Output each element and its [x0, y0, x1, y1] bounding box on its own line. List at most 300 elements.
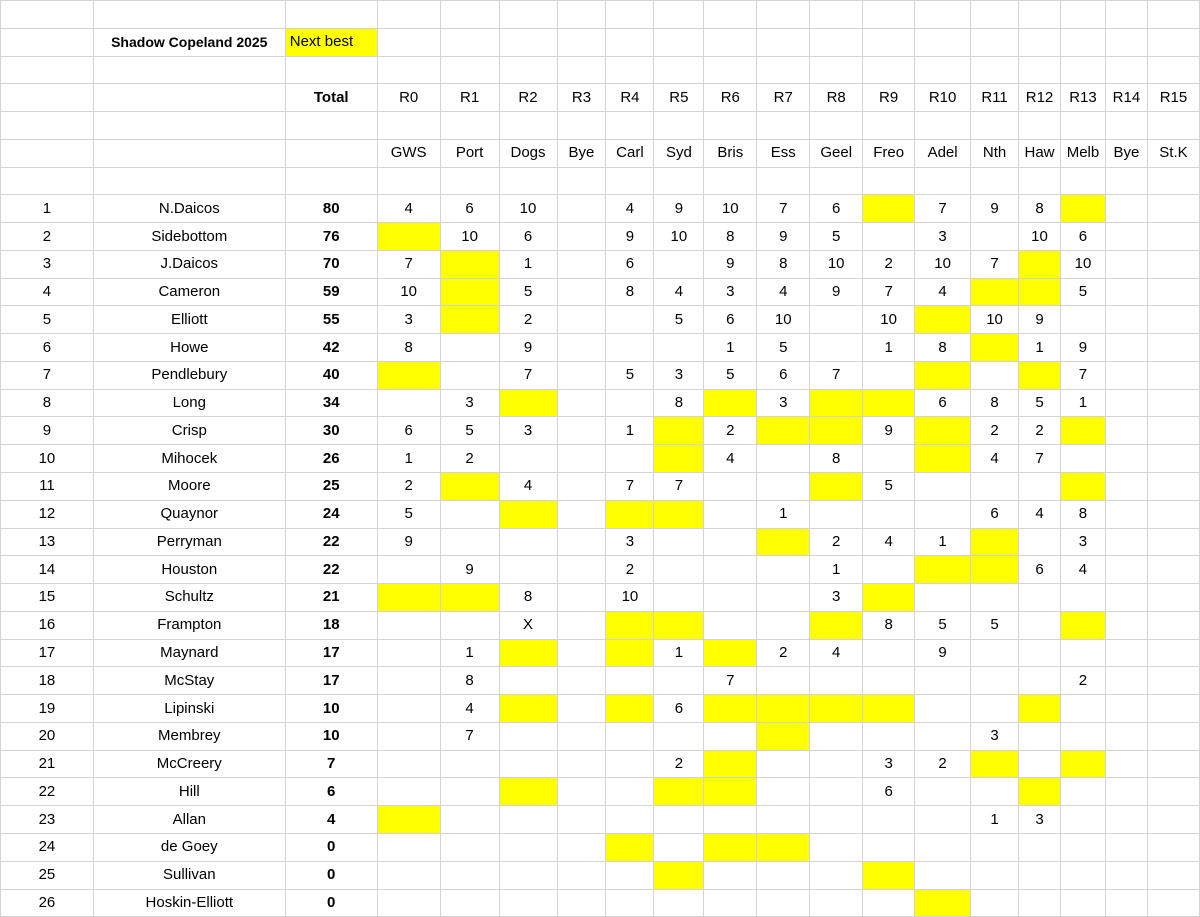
- total-cell[interactable]: 40: [285, 361, 377, 389]
- vote-cell[interactable]: [1147, 806, 1199, 834]
- vote-cell-next-best[interactable]: [1019, 250, 1061, 278]
- vote-cell[interactable]: [1147, 389, 1199, 417]
- vote-cell[interactable]: 1: [915, 528, 971, 556]
- rank-cell[interactable]: 24: [1, 833, 94, 861]
- vote-cell[interactable]: [863, 361, 915, 389]
- rank-cell[interactable]: 10: [1, 445, 94, 473]
- vote-cell[interactable]: 7: [606, 473, 654, 501]
- vote-cell[interactable]: [606, 750, 654, 778]
- vote-cell[interactable]: [971, 833, 1019, 861]
- empty-cell[interactable]: [915, 28, 971, 56]
- vote-cell[interactable]: 7: [1019, 445, 1061, 473]
- vote-cell[interactable]: [1060, 861, 1105, 889]
- vote-cell-next-best[interactable]: [915, 445, 971, 473]
- vote-cell-next-best[interactable]: [1060, 417, 1105, 445]
- vote-cell[interactable]: [606, 667, 654, 695]
- rank-cell[interactable]: 15: [1, 584, 94, 612]
- vote-cell[interactable]: 10: [757, 306, 810, 334]
- vote-cell[interactable]: [606, 889, 654, 917]
- empty-cell[interactable]: [704, 112, 757, 140]
- vote-cell-next-best[interactable]: [757, 417, 810, 445]
- vote-cell-next-best[interactable]: [1060, 195, 1105, 223]
- vote-cell[interactable]: 10: [377, 278, 440, 306]
- empty-cell[interactable]: [1, 112, 94, 140]
- vote-cell[interactable]: [557, 195, 606, 223]
- player-name[interactable]: Quaynor: [93, 500, 285, 528]
- vote-cell-next-best[interactable]: [863, 195, 915, 223]
- vote-cell-next-best[interactable]: [1019, 695, 1061, 723]
- opponent-cell[interactable]: Freo: [863, 139, 915, 167]
- vote-cell[interactable]: [1019, 639, 1061, 667]
- vote-cell-next-best[interactable]: [377, 806, 440, 834]
- vote-cell[interactable]: [557, 722, 606, 750]
- opponent-cell[interactable]: Geel: [810, 139, 863, 167]
- vote-cell-next-best[interactable]: [377, 223, 440, 251]
- vote-cell[interactable]: 1: [810, 556, 863, 584]
- vote-cell[interactable]: 7: [863, 278, 915, 306]
- rank-cell[interactable]: 22: [1, 778, 94, 806]
- opponent-cell[interactable]: Syd: [654, 139, 704, 167]
- vote-cell[interactable]: [915, 722, 971, 750]
- vote-cell[interactable]: 5: [499, 278, 557, 306]
- vote-cell[interactable]: [1105, 611, 1147, 639]
- vote-cell[interactable]: [377, 750, 440, 778]
- vote-cell[interactable]: [810, 667, 863, 695]
- vote-cell[interactable]: 2: [499, 306, 557, 334]
- vote-cell[interactable]: [606, 306, 654, 334]
- player-name[interactable]: Mihocek: [93, 445, 285, 473]
- empty-cell[interactable]: [810, 1, 863, 29]
- total-header[interactable]: Total: [285, 84, 377, 112]
- opponent-cell[interactable]: Melb: [1060, 139, 1105, 167]
- empty-cell[interactable]: [1060, 28, 1105, 56]
- vote-cell[interactable]: [1147, 750, 1199, 778]
- vote-cell[interactable]: [557, 806, 606, 834]
- vote-cell[interactable]: [1105, 861, 1147, 889]
- player-name[interactable]: Crisp: [93, 417, 285, 445]
- empty-cell[interactable]: [285, 1, 377, 29]
- vote-cell[interactable]: [1105, 195, 1147, 223]
- vote-cell-next-best[interactable]: [810, 695, 863, 723]
- vote-cell[interactable]: [557, 639, 606, 667]
- rank-cell[interactable]: 1: [1, 195, 94, 223]
- vote-cell[interactable]: 2: [971, 417, 1019, 445]
- vote-cell[interactable]: [499, 667, 557, 695]
- vote-cell[interactable]: 9: [377, 528, 440, 556]
- vote-cell[interactable]: 7: [499, 361, 557, 389]
- vote-cell[interactable]: 7: [915, 195, 971, 223]
- vote-cell[interactable]: 5: [440, 417, 499, 445]
- rank-cell[interactable]: 18: [1, 667, 94, 695]
- vote-cell[interactable]: 5: [971, 611, 1019, 639]
- empty-cell[interactable]: [915, 167, 971, 195]
- player-name[interactable]: Long: [93, 389, 285, 417]
- vote-cell[interactable]: [557, 861, 606, 889]
- vote-cell[interactable]: [1019, 833, 1061, 861]
- vote-cell[interactable]: [557, 223, 606, 251]
- vote-cell[interactable]: 5: [654, 306, 704, 334]
- total-cell[interactable]: 17: [285, 639, 377, 667]
- vote-cell[interactable]: [863, 500, 915, 528]
- vote-cell[interactable]: [757, 806, 810, 834]
- empty-cell[interactable]: [440, 1, 499, 29]
- vote-cell[interactable]: [1019, 528, 1061, 556]
- vote-cell[interactable]: 2: [915, 750, 971, 778]
- empty-cell[interactable]: [971, 1, 1019, 29]
- vote-cell[interactable]: 6: [1019, 556, 1061, 584]
- vote-cell[interactable]: [377, 639, 440, 667]
- round-header[interactable]: R7: [757, 84, 810, 112]
- vote-cell[interactable]: 4: [499, 473, 557, 501]
- vote-cell[interactable]: [863, 833, 915, 861]
- total-cell[interactable]: 24: [285, 500, 377, 528]
- vote-cell-next-best[interactable]: [863, 861, 915, 889]
- vote-cell-next-best[interactable]: [863, 584, 915, 612]
- vote-cell[interactable]: [757, 445, 810, 473]
- empty-cell[interactable]: [757, 56, 810, 84]
- vote-cell[interactable]: 9: [704, 250, 757, 278]
- vote-cell[interactable]: X: [499, 611, 557, 639]
- vote-cell[interactable]: [1147, 445, 1199, 473]
- vote-cell[interactable]: [557, 667, 606, 695]
- empty-cell[interactable]: [499, 112, 557, 140]
- empty-cell[interactable]: [93, 167, 285, 195]
- empty-cell[interactable]: [557, 112, 606, 140]
- vote-cell[interactable]: [1060, 833, 1105, 861]
- empty-cell[interactable]: [1105, 56, 1147, 84]
- empty-cell[interactable]: [757, 167, 810, 195]
- vote-cell[interactable]: 9: [757, 223, 810, 251]
- player-name[interactable]: N.Daicos: [93, 195, 285, 223]
- empty-cell[interactable]: [704, 28, 757, 56]
- vote-cell[interactable]: 5: [704, 361, 757, 389]
- total-cell[interactable]: 70: [285, 250, 377, 278]
- vote-cell[interactable]: [757, 750, 810, 778]
- empty-cell[interactable]: [863, 112, 915, 140]
- vote-cell[interactable]: 8: [1019, 195, 1061, 223]
- vote-cell[interactable]: [499, 556, 557, 584]
- empty-cell[interactable]: [704, 167, 757, 195]
- vote-cell[interactable]: [1147, 278, 1199, 306]
- vote-cell[interactable]: [1105, 556, 1147, 584]
- total-cell[interactable]: 55: [285, 306, 377, 334]
- vote-cell[interactable]: [1060, 778, 1105, 806]
- vote-cell[interactable]: [1060, 722, 1105, 750]
- player-name[interactable]: Moore: [93, 473, 285, 501]
- round-header[interactable]: R3: [557, 84, 606, 112]
- vote-cell[interactable]: [1105, 722, 1147, 750]
- vote-cell[interactable]: 1: [654, 639, 704, 667]
- vote-cell-next-best[interactable]: [757, 695, 810, 723]
- opponent-cell[interactable]: Haw: [1019, 139, 1061, 167]
- vote-cell-next-best[interactable]: [863, 389, 915, 417]
- vote-cell-next-best[interactable]: [810, 611, 863, 639]
- vote-cell[interactable]: [654, 250, 704, 278]
- vote-cell[interactable]: 2: [863, 250, 915, 278]
- vote-cell-next-best[interactable]: [1019, 278, 1061, 306]
- vote-cell[interactable]: [1147, 778, 1199, 806]
- vote-cell[interactable]: 4: [704, 445, 757, 473]
- empty-cell[interactable]: [440, 56, 499, 84]
- vote-cell[interactable]: [704, 861, 757, 889]
- vote-cell[interactable]: [377, 889, 440, 917]
- empty-cell[interactable]: [557, 56, 606, 84]
- rank-cell[interactable]: 3: [1, 250, 94, 278]
- vote-cell[interactable]: [863, 223, 915, 251]
- vote-cell[interactable]: [1105, 445, 1147, 473]
- rank-cell[interactable]: 5: [1, 306, 94, 334]
- vote-cell[interactable]: [810, 889, 863, 917]
- empty-cell[interactable]: [93, 84, 285, 112]
- vote-cell[interactable]: 7: [810, 361, 863, 389]
- vote-cell[interactable]: [1147, 639, 1199, 667]
- vote-cell[interactable]: [1105, 750, 1147, 778]
- vote-cell[interactable]: [1105, 306, 1147, 334]
- vote-cell[interactable]: [1060, 806, 1105, 834]
- vote-cell[interactable]: [1147, 528, 1199, 556]
- vote-cell[interactable]: 2: [757, 639, 810, 667]
- vote-cell[interactable]: [606, 806, 654, 834]
- vote-cell[interactable]: [971, 778, 1019, 806]
- vote-cell[interactable]: [499, 833, 557, 861]
- rank-cell[interactable]: 23: [1, 806, 94, 834]
- empty-cell[interactable]: [1147, 167, 1199, 195]
- vote-cell[interactable]: [440, 778, 499, 806]
- vote-cell[interactable]: 8: [915, 334, 971, 362]
- vote-cell[interactable]: 8: [757, 250, 810, 278]
- empty-cell[interactable]: [1060, 112, 1105, 140]
- vote-cell[interactable]: 1: [440, 639, 499, 667]
- vote-cell[interactable]: [915, 584, 971, 612]
- empty-cell[interactable]: [377, 28, 440, 56]
- vote-cell[interactable]: [1105, 473, 1147, 501]
- vote-cell[interactable]: 3: [1060, 528, 1105, 556]
- rank-cell[interactable]: 12: [1, 500, 94, 528]
- vote-cell[interactable]: 5: [810, 223, 863, 251]
- vote-cell-next-best[interactable]: [654, 445, 704, 473]
- opponent-cell[interactable]: GWS: [377, 139, 440, 167]
- vote-cell[interactable]: [971, 889, 1019, 917]
- empty-cell[interactable]: [971, 112, 1019, 140]
- vote-cell[interactable]: 1: [757, 500, 810, 528]
- sheet-title[interactable]: Shadow Copeland 2025: [93, 28, 285, 56]
- vote-cell[interactable]: [1019, 861, 1061, 889]
- empty-cell[interactable]: [863, 56, 915, 84]
- total-cell[interactable]: 10: [285, 722, 377, 750]
- empty-cell[interactable]: [1105, 28, 1147, 56]
- vote-cell-next-best[interactable]: [1060, 473, 1105, 501]
- vote-cell[interactable]: 6: [377, 417, 440, 445]
- empty-cell[interactable]: [285, 139, 377, 167]
- vote-cell-next-best[interactable]: [971, 334, 1019, 362]
- vote-cell[interactable]: [1147, 695, 1199, 723]
- vote-cell[interactable]: [915, 806, 971, 834]
- vote-cell[interactable]: 4: [757, 278, 810, 306]
- vote-cell[interactable]: [1060, 584, 1105, 612]
- vote-cell[interactable]: [915, 667, 971, 695]
- vote-cell-next-best[interactable]: [810, 473, 863, 501]
- round-header[interactable]: R11: [971, 84, 1019, 112]
- rank-cell[interactable]: 11: [1, 473, 94, 501]
- vote-cell[interactable]: [1060, 695, 1105, 723]
- vote-cell[interactable]: 9: [440, 556, 499, 584]
- vote-cell[interactable]: [654, 667, 704, 695]
- rank-cell[interactable]: 6: [1, 334, 94, 362]
- empty-cell[interactable]: [606, 112, 654, 140]
- vote-cell[interactable]: [557, 445, 606, 473]
- vote-cell[interactable]: [1019, 750, 1061, 778]
- vote-cell[interactable]: [757, 667, 810, 695]
- vote-cell[interactable]: [971, 473, 1019, 501]
- vote-cell[interactable]: [606, 861, 654, 889]
- vote-cell[interactable]: 8: [704, 223, 757, 251]
- vote-cell[interactable]: [1105, 833, 1147, 861]
- vote-cell[interactable]: 7: [377, 250, 440, 278]
- vote-cell[interactable]: [557, 389, 606, 417]
- vote-cell[interactable]: 9: [810, 278, 863, 306]
- empty-cell[interactable]: [1019, 56, 1061, 84]
- player-name[interactable]: Sidebottom: [93, 223, 285, 251]
- vote-cell[interactable]: [971, 695, 1019, 723]
- empty-cell[interactable]: [499, 56, 557, 84]
- vote-cell[interactable]: [654, 556, 704, 584]
- vote-cell-next-best[interactable]: [499, 695, 557, 723]
- vote-cell[interactable]: 3: [915, 223, 971, 251]
- vote-cell[interactable]: [557, 584, 606, 612]
- vote-cell-next-best[interactable]: [377, 584, 440, 612]
- vote-cell[interactable]: 3: [1019, 806, 1061, 834]
- vote-cell-next-best[interactable]: [971, 556, 1019, 584]
- player-name[interactable]: Schultz: [93, 584, 285, 612]
- vote-cell[interactable]: 5: [377, 500, 440, 528]
- vote-cell[interactable]: [1147, 195, 1199, 223]
- vote-cell[interactable]: 6: [440, 195, 499, 223]
- vote-cell[interactable]: [915, 861, 971, 889]
- vote-cell[interactable]: 1: [1060, 389, 1105, 417]
- opponent-cell[interactable]: Ess: [757, 139, 810, 167]
- vote-cell[interactable]: [557, 833, 606, 861]
- vote-cell[interactable]: [863, 806, 915, 834]
- total-cell[interactable]: 26: [285, 445, 377, 473]
- vote-cell[interactable]: [704, 722, 757, 750]
- round-header[interactable]: R12: [1019, 84, 1061, 112]
- player-name[interactable]: Frampton: [93, 611, 285, 639]
- vote-cell[interactable]: [1147, 889, 1199, 917]
- total-cell[interactable]: 76: [285, 223, 377, 251]
- vote-cell[interactable]: [557, 361, 606, 389]
- empty-cell[interactable]: [377, 167, 440, 195]
- vote-cell[interactable]: [1060, 306, 1105, 334]
- empty-cell[interactable]: [810, 28, 863, 56]
- vote-cell[interactable]: [1105, 695, 1147, 723]
- vote-cell[interactable]: 8: [654, 389, 704, 417]
- vote-cell[interactable]: [1105, 389, 1147, 417]
- vote-cell[interactable]: [704, 528, 757, 556]
- player-name[interactable]: Sullivan: [93, 861, 285, 889]
- total-cell[interactable]: 18: [285, 611, 377, 639]
- vote-cell[interactable]: [971, 584, 1019, 612]
- vote-cell[interactable]: 7: [971, 250, 1019, 278]
- round-header[interactable]: R6: [704, 84, 757, 112]
- vote-cell[interactable]: 2: [440, 445, 499, 473]
- vote-cell[interactable]: [1105, 667, 1147, 695]
- vote-cell[interactable]: 10: [654, 223, 704, 251]
- rank-cell[interactable]: 14: [1, 556, 94, 584]
- vote-cell[interactable]: [1147, 584, 1199, 612]
- total-cell[interactable]: 4: [285, 806, 377, 834]
- round-header[interactable]: R13: [1060, 84, 1105, 112]
- empty-cell[interactable]: [93, 56, 285, 84]
- vote-cell[interactable]: [1105, 334, 1147, 362]
- vote-cell[interactable]: 6: [499, 223, 557, 251]
- vote-cell[interactable]: [440, 806, 499, 834]
- vote-cell[interactable]: [1147, 833, 1199, 861]
- empty-cell[interactable]: [557, 1, 606, 29]
- vote-cell[interactable]: [1019, 722, 1061, 750]
- empty-cell[interactable]: [863, 1, 915, 29]
- vote-cell-next-best[interactable]: [915, 889, 971, 917]
- vote-cell[interactable]: [557, 750, 606, 778]
- empty-cell[interactable]: [1060, 56, 1105, 84]
- empty-cell[interactable]: [499, 1, 557, 29]
- vote-cell[interactable]: [915, 695, 971, 723]
- empty-cell[interactable]: [654, 1, 704, 29]
- empty-cell[interactable]: [1060, 167, 1105, 195]
- empty-cell[interactable]: [377, 1, 440, 29]
- vote-cell[interactable]: [704, 889, 757, 917]
- vote-cell[interactable]: [704, 806, 757, 834]
- empty-cell[interactable]: [915, 112, 971, 140]
- vote-cell[interactable]: [757, 473, 810, 501]
- vote-cell[interactable]: 4: [1019, 500, 1061, 528]
- vote-cell[interactable]: [810, 500, 863, 528]
- player-name[interactable]: Hill: [93, 778, 285, 806]
- vote-cell-next-best[interactable]: [440, 250, 499, 278]
- round-header[interactable]: R15: [1147, 84, 1199, 112]
- empty-cell[interactable]: [1019, 1, 1061, 29]
- vote-cell-next-best[interactable]: [810, 389, 863, 417]
- vote-cell[interactable]: [1105, 500, 1147, 528]
- vote-cell[interactable]: 4: [377, 195, 440, 223]
- empty-cell[interactable]: [810, 112, 863, 140]
- vote-cell[interactable]: [1147, 250, 1199, 278]
- vote-cell[interactable]: 8: [1060, 500, 1105, 528]
- empty-cell[interactable]: [377, 112, 440, 140]
- vote-cell[interactable]: [654, 722, 704, 750]
- rank-cell[interactable]: 2: [1, 223, 94, 251]
- vote-cell[interactable]: 4: [1060, 556, 1105, 584]
- empty-cell[interactable]: [606, 167, 654, 195]
- empty-cell[interactable]: [704, 56, 757, 84]
- empty-cell[interactable]: [377, 56, 440, 84]
- vote-cell[interactable]: 5: [915, 611, 971, 639]
- round-header[interactable]: R0: [377, 84, 440, 112]
- vote-cell[interactable]: 8: [499, 584, 557, 612]
- round-header[interactable]: R9: [863, 84, 915, 112]
- vote-cell-next-best[interactable]: [757, 722, 810, 750]
- empty-cell[interactable]: [606, 1, 654, 29]
- vote-cell[interactable]: [1105, 417, 1147, 445]
- empty-cell[interactable]: [1019, 28, 1061, 56]
- vote-cell[interactable]: [557, 473, 606, 501]
- vote-cell[interactable]: [654, 833, 704, 861]
- round-header[interactable]: R14: [1105, 84, 1147, 112]
- empty-cell[interactable]: [1147, 112, 1199, 140]
- vote-cell-next-best[interactable]: [499, 389, 557, 417]
- vote-cell-next-best[interactable]: [971, 278, 1019, 306]
- vote-cell-next-best[interactable]: [440, 306, 499, 334]
- vote-cell[interactable]: [440, 334, 499, 362]
